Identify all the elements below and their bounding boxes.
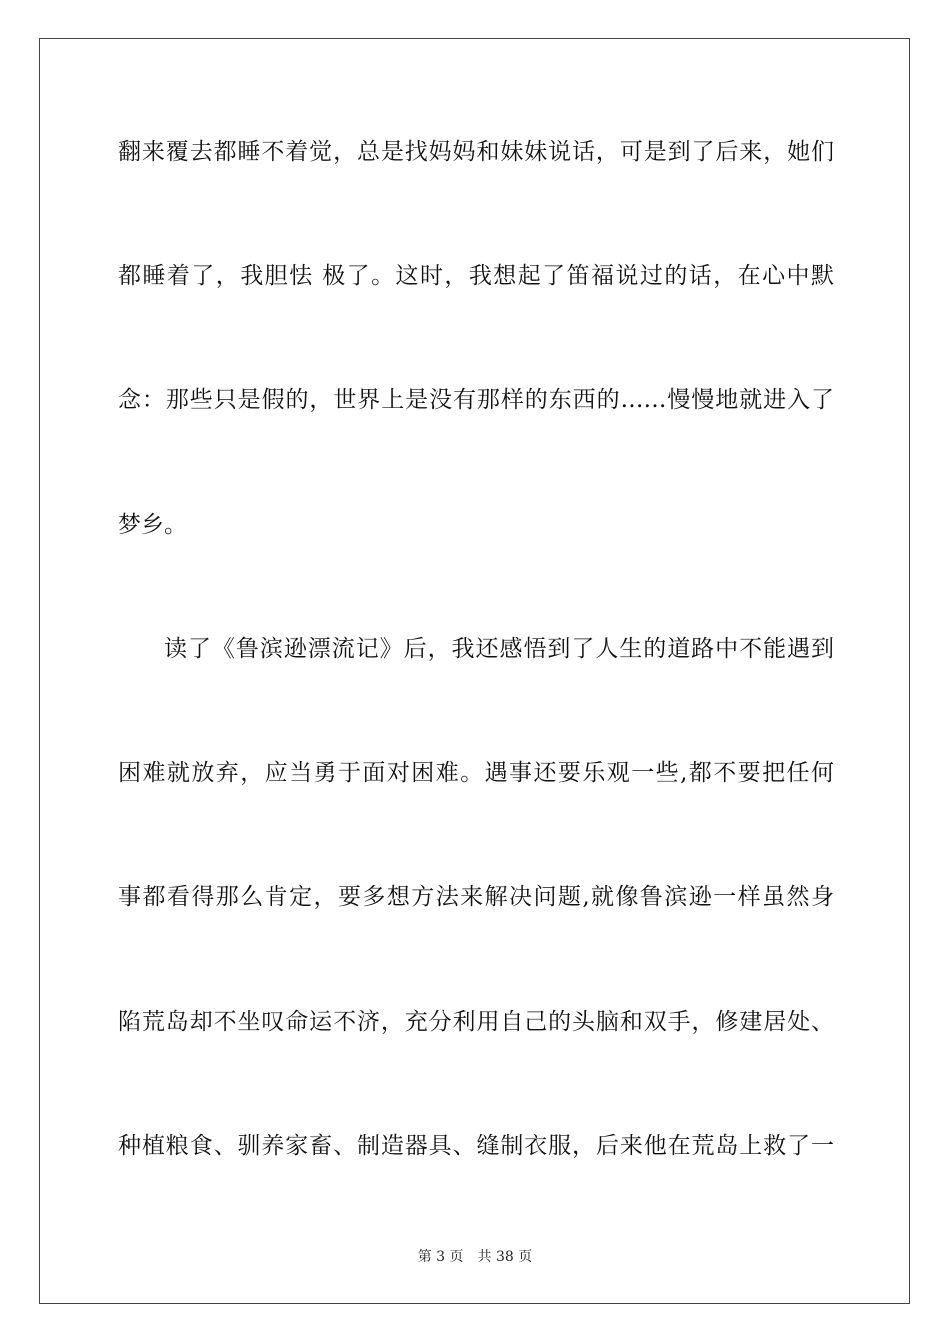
text-line-4: 梦乡。 [118, 512, 187, 538]
page-footer [0, 1248, 950, 1266]
text-line-8: 陷荒岛却不坐叹命运不济，充分利用自己的头脑和双手，修建居处、 [118, 1009, 834, 1035]
text-line-1: 翻来覆去都睡不着觉，总是找妈妈和妹妹说话，可是到了后来，她们 [118, 139, 834, 165]
text-line-6: 困难就放弃，应当勇于面对困难。遇事还要乐观一些,都不要把任何 [118, 760, 834, 786]
page-number: 第 3 页 [417, 1249, 464, 1265]
page-total: 共 38 页 [477, 1249, 533, 1265]
text-line-2: 都睡着了，我胆怯 极了。这时，我想起了笛福说过的话，在心中默 [118, 263, 834, 289]
text-line-3: 念：那些只是假的，世界上是没有那样的东西的……慢慢地就进入了 [118, 387, 834, 413]
page-border [39, 38, 910, 1304]
text-line-9: 种植粮食、驯养家畜、制造器具、缝制衣服，后来他在荒岛上救了一 [118, 1133, 834, 1159]
paragraph-2-first-line: 读了《鲁滨逊漂流记》后，我还感悟到了人生的道路中不能遇到 [164, 636, 834, 662]
text-line-7: 事都看得那么肯定，要多想方法来解决问题,就像鲁滨逊一样虽然身 [118, 884, 834, 910]
